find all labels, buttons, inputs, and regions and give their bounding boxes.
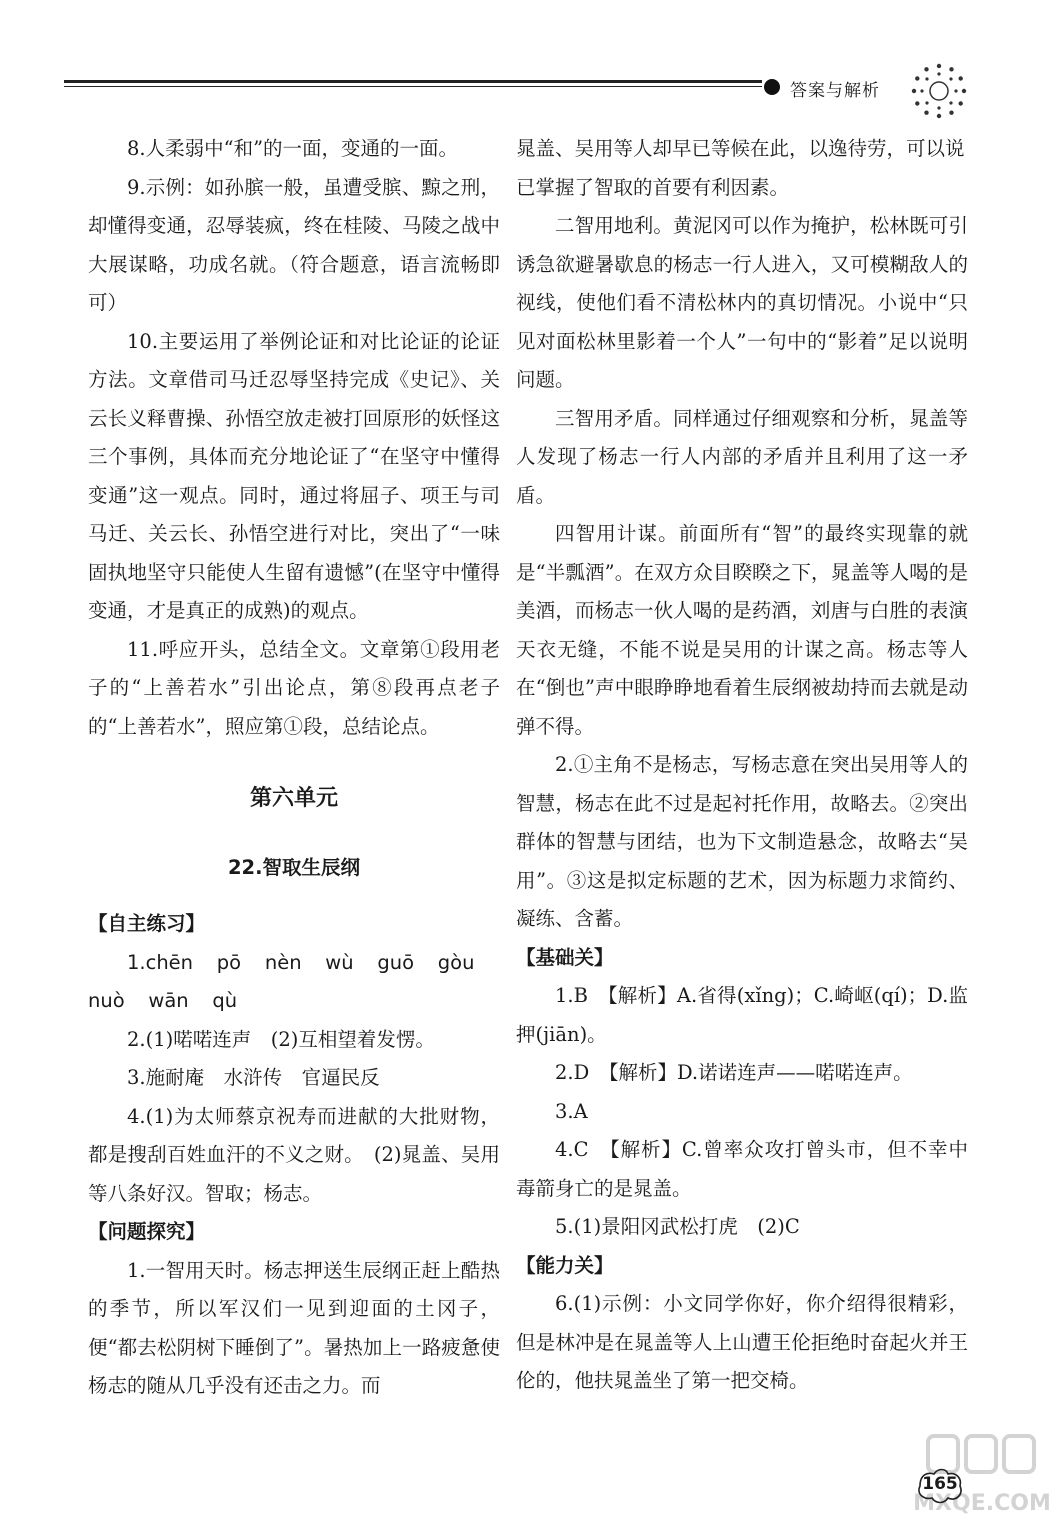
wenti-1-part2: 二智用地利。黄泥冈可以作为掩护，松林既可引诱急欲避暑歇息的杨志一行人进入，又可模糊敌人的视线，使他们看不清松林内的真切情况。小说中“只见对面松林里影着一个人”一句中的“影着”足以说明问题。 <box>516 214 968 391</box>
right-column <box>516 130 968 1401</box>
zizhu-3: 3.施耐庵 水浒传 官逼民反 <box>127 1066 380 1089</box>
jichu-3: 3.A <box>555 1099 588 1123</box>
watermark-text: MXQE.COM <box>913 1491 1051 1516</box>
header-rule <box>64 80 762 87</box>
zizhu-4: 4.(1)为太师蔡京祝寿而进献的大批财物，都是搜刮百姓血汗的不义之财。 (2)晁盖、吴用等八条好汉。智取；杨志。 <box>88 1104 500 1205</box>
zizhu-2: 2.(1)喏喏连声 (2)互相望着发愣。 <box>127 1027 435 1051</box>
pinyin-line-1: 1.chēn pō nèn wù guō gòu <box>127 950 475 974</box>
page-number-badge <box>912 1464 968 1508</box>
wenti-1-part3: 三智用矛盾。同样通过仔细观察和分析，晁盖等人发现了杨志一行人内部的矛盾并且利用了这一矛盾。 <box>516 406 968 507</box>
nengli-6: 6.(1)示例：小文同学你好，你介绍得很精彩，但是林冲是在晁盖等人上山遭王伦拒绝时奋起火并王伦的，他扶晁盖坐了第一把交椅。 <box>516 1292 968 1392</box>
wenti-1: 1.一智用天时。杨志押送生辰纲正赶上酷热的季节，所以军汉们一见到迎面的土冈子，便“都去松阴树下睡倒了”。暑热加上一路疲惫使杨志的随从几乎没有还击之力。而 <box>88 1258 500 1397</box>
jichu-1: 1.B 【解析】A.省得(xǐng)；C.崎岖(qí)；D.监押(jiān)。 <box>516 984 968 1046</box>
left-column <box>88 130 500 1406</box>
answer-8: 8.人柔弱中“和”的一面，变通的一面。 <box>127 137 459 160</box>
header-title: 答案与解析 <box>790 81 880 101</box>
lesson-title: 22.智取生辰纲 <box>227 855 361 879</box>
answer-10: 10.主要运用了举例论证和对比论证的论证方法。文章借司马迁忍辱坚持完成《史记》、关云长义释曹操、孙悟空放走被打回原形的妖怪这三个事例，具体而充分地论证了“在坚守中懂得变通”这一观点。同时，通过将屈子、项王与司马迁、关云长、孙悟空进行对比，突出了“一味固执地坚守只能使人生留有遗憾”(在坚守中懂得变通，才是真正的成熟)的观点。 <box>88 329 500 622</box>
jichu-4: 4.C 【解析】C.曾率众攻打曾头市，但不幸中毒箭身亡的是晁盖。 <box>516 1138 968 1200</box>
header-bullet-icon <box>764 79 780 95</box>
section-heading-zizhu: 【自主练习】 <box>88 912 206 935</box>
section-heading-nengli: 【能力关】 <box>516 1253 614 1277</box>
section-heading-wenti: 【问题探究】 <box>88 1220 206 1243</box>
answer-9: 9.示例：如孙膑一般，虽遭受膑、黥之刑，却懂得变通，忍辱装疯，终在桂陵、马陵之战中大展谋略，功成名就。（符合题意，语言流畅即可） <box>88 175 500 314</box>
wenti-2: 2.①主角不是杨志，写杨志意在突出吴用等人的智慧，杨志在此不过是起衬托作用，故略去。②突出群体的智慧与团结，也为下文制造悬念，故略去“吴用”。③这是拟定标题的艺术，因为标题力求简约、凝练、含蓄。 <box>516 753 968 930</box>
wenti-1-part4: 四智用计谋。前面所有“智”的最终实现靠的就是“半瓢酒”。在双方众目睽睽之下，晁盖等人喝的是美酒，而杨志一伙人喝的是药酒，刘唐与白胜的表演天衣无缝，不能不说是吴用的计谋之高。杨志等人在“倒也”声中眼睁睁地看着生辰纲被劫持而去就是动弹不得。 <box>516 522 968 738</box>
section-heading-jichu: 【基础关】 <box>516 945 614 969</box>
pinyin-line-2: nuò wān qù <box>88 989 238 1012</box>
header-sunburst-icon <box>908 60 970 122</box>
jichu-5: 5.(1)景阳冈武松打虎 (2)C <box>555 1215 800 1238</box>
jichu-2: 2.D 【解析】D.诺诺连声——喏喏连声。 <box>555 1061 913 1084</box>
wenti-1-continued: 晁盖、吴用等人却早已等候在此，以逸待劳，可以说已掌握了智取的首要有利因素。 <box>516 137 965 199</box>
page-number: 165 <box>922 1474 958 1494</box>
answer-11: 11.呼应开头，总结全文。文章第①段用老子的“上善若水”引出论点，第⑧段再点老子的“上善若水”，照应第①段，总结论点。 <box>88 637 500 738</box>
unit-title: 第六单元 <box>249 786 338 811</box>
